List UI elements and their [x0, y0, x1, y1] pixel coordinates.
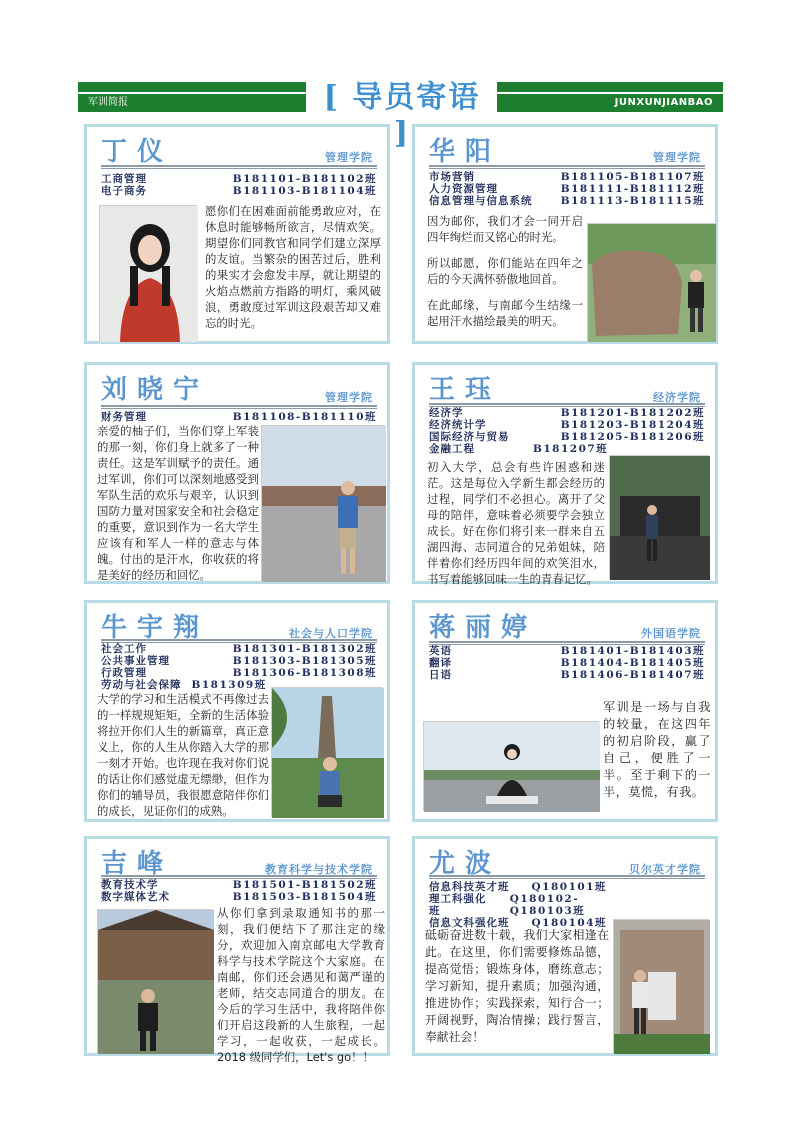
class-list: [101, 411, 377, 423]
advisor-photo: [99, 205, 197, 341]
advisor-name: 丁仪: [101, 137, 174, 167]
divider: [429, 875, 705, 879]
class-list: [101, 879, 377, 903]
divider: [429, 165, 705, 169]
message-paragraph: 所以邮愿，你们能站在四年之后的今天满怀骄傲地回首。: [427, 256, 583, 286]
header-band-left: [78, 82, 306, 92]
message-card: [412, 836, 718, 1056]
message-text: 砥砺奋进数十载，我们大家相逢在此。在这里，你们需要修炼品德，提高觉悟；锻炼身体，磨练意志；学习新知，提升素质；加强沟通，推进协作；实践探索，知行合一；开阔视野，陶冶情操；践行誓言，奉献社会！: [425, 928, 609, 1044]
advisor-photo: [97, 909, 213, 1053]
class-row: 公共事业管理 B181303-B181305班: [101, 655, 377, 667]
class-list: [429, 645, 705, 681]
message-card: [84, 600, 390, 822]
advisor-name: 华阳: [429, 137, 502, 167]
page-title: [ 导员寄语 ]: [323, 80, 481, 151]
class-row: 理工科强化班 Q180102-Q180103班: [429, 893, 586, 917]
class-list: [101, 643, 377, 691]
class-row: 市场营销 B181105-B181107班: [429, 171, 705, 183]
class-list: [429, 171, 705, 207]
class-row: 财务管理 B181108-B181110班: [101, 411, 377, 423]
message-text: 愿你们在困难面前能勇敢应对，在休息时能够畅所欲言，尽情欢笑。期望你们同教官和同学们建立深厚的友谊。当繁杂的困苦过后，胜利的果实才会愈发丰厚，就让期望的火焰点燃前方指路的明灯，乘风破浪，勇敢度过军训这段艰苦却又难忘的时光。: [205, 204, 381, 330]
class-row: 经济学 B181201-B181202班: [429, 407, 705, 419]
class-row: 社会工作 B181301-B181302班: [101, 643, 377, 655]
advisor-photo: [609, 455, 709, 579]
class-list: [101, 173, 377, 197]
college-name: 贝尔英才学院: [629, 863, 701, 876]
class-row: 国际经济与贸易 B181205-B181206班: [429, 431, 705, 443]
class-row: 金融工程 B181207班: [429, 443, 609, 455]
class-row: 电子商务 B181103-B181104班: [101, 185, 377, 197]
header-left-label: 军训简报: [78, 94, 306, 112]
message-card: [412, 600, 718, 822]
class-list: [429, 881, 633, 929]
class-row: 教育技术学 B181501-B181502班: [101, 879, 377, 891]
college-name: 外国语学院: [641, 627, 701, 640]
college-name: 教育科学与技术学院: [265, 863, 373, 876]
divider: [101, 165, 377, 169]
advisor-photo: [587, 223, 715, 341]
class-row: 信息文科强化班 Q180104班: [429, 917, 607, 929]
advisor-photo: [261, 425, 385, 581]
advisor-name: 王珏: [429, 375, 502, 405]
message-paragraph: 因为邮你，我们才会一同开启四年绚烂而又铭心的时光。: [427, 214, 583, 244]
message-card: [84, 124, 390, 344]
header-band-right: [497, 82, 723, 92]
class-row: 劳动与社会保障 B181309班: [101, 679, 267, 691]
message-card: [84, 362, 390, 584]
class-row: 工商管理 B181101-B181102班: [101, 173, 377, 185]
class-row: 翻译 B181404-B181405班: [429, 657, 705, 669]
advisor-name: 尤波: [429, 849, 502, 879]
advisor-name: 蒋丽婷: [429, 613, 538, 643]
class-row: 信息科技英才班 Q180101班: [429, 881, 607, 893]
message-text: [427, 213, 583, 329]
advisor-name: 牛宇翔: [101, 613, 210, 643]
advisor-name: 刘晓宁: [101, 375, 210, 405]
message-text: 军训是一场与自我的较量，在这四年的初启阶段，赢了自己，便胜了一半。至于剩下的一半，莫慌，有我。: [603, 700, 711, 799]
message-paragraph: 在此邮缘，与南邮今生结缘一起用汗水描绘最美的明天。: [427, 298, 583, 328]
class-row: 人力资源管理 B181111-B181112班: [429, 183, 705, 195]
message-text: 从你们拿到录取通知书的那一刻，我们便结下了那注定的缘分，欢迎加入南京邮电大学教育科学与技术学院这个大家庭。在南邮，你们还会遇见和蔼严谨的老师，结交志同道合的朋友。在今后的学习生活中，我将陪伴你们开启这段新的人生旅程，一起学习，一起收获，一起成长。2018 级同学们，Let's go！！: [217, 906, 385, 1064]
class-row: 日语 B181406-B181407班: [429, 669, 705, 681]
message-card: [412, 362, 718, 584]
class-list: [429, 407, 705, 455]
college-name: 管理学院: [325, 391, 373, 404]
advisor-name: 吉峰: [101, 849, 174, 879]
advisor-photo: [271, 687, 383, 817]
divider: [101, 405, 377, 409]
college-name: 社会与人口学院: [289, 627, 373, 640]
class-row: 经济统计学 B181203-B181204班: [429, 419, 705, 431]
college-name: 管理学院: [653, 151, 701, 164]
class-row: 信息管理与信息系统 B181113-B181115班: [429, 195, 705, 207]
message-text: 亲爱的柚子们，当你们穿上军装的那一刻，你们身上就多了一种责任。这是军训赋予的责任。通过军训，你们可以深刻地感受到军队生活的欢乐与艰辛，认识到国防力量对国家安全和社会稳定的重要，意识到作为一名大学生应该有和军人一样的意志与体魄。付出的是汗水，你收获的将是美好的经历和回忆。: [97, 424, 259, 582]
message-text: 大学的学习和生活模式不再像过去的一样规规矩矩，全新的生活体验将拉开你们人生的新篇章，真正意义上，你的人生从你踏入大学的那一刻才开始。也许现在我对你们说的话让你们感觉虚无缥缈，但作为你们的辅导员，我很愿意陪伴你们的成长，见证你们的成熟。: [97, 692, 269, 818]
advisor-photo: [423, 721, 599, 811]
class-row: 行政管理 B181306-B181308班: [101, 667, 377, 679]
advisor-photo: [613, 919, 709, 1053]
class-row: 英语 B181401-B181403班: [429, 645, 705, 657]
message-text: 初入大学，总会有些许困惑和迷茫。这是每位入学新生都会经历的过程，同学们不必担心。离开了父母的陪伴，意味着必须要学会独立成长。好在你们将引来一群来自五湖四海、志同道合的兄弟姐妹，陪伴着你们经历四年间的欢笑泪水，书写着能够回味一生的青春记忆。: [427, 460, 605, 586]
college-name: 管理学院: [325, 151, 373, 164]
college-name: 经济学院: [653, 391, 701, 404]
message-card: [412, 124, 718, 344]
class-row: 数字媒体艺术 B181503-B181504班: [101, 891, 377, 903]
header-right-label: JUNXUNJIANBAO: [497, 94, 723, 112]
message-card: [84, 836, 390, 1064]
